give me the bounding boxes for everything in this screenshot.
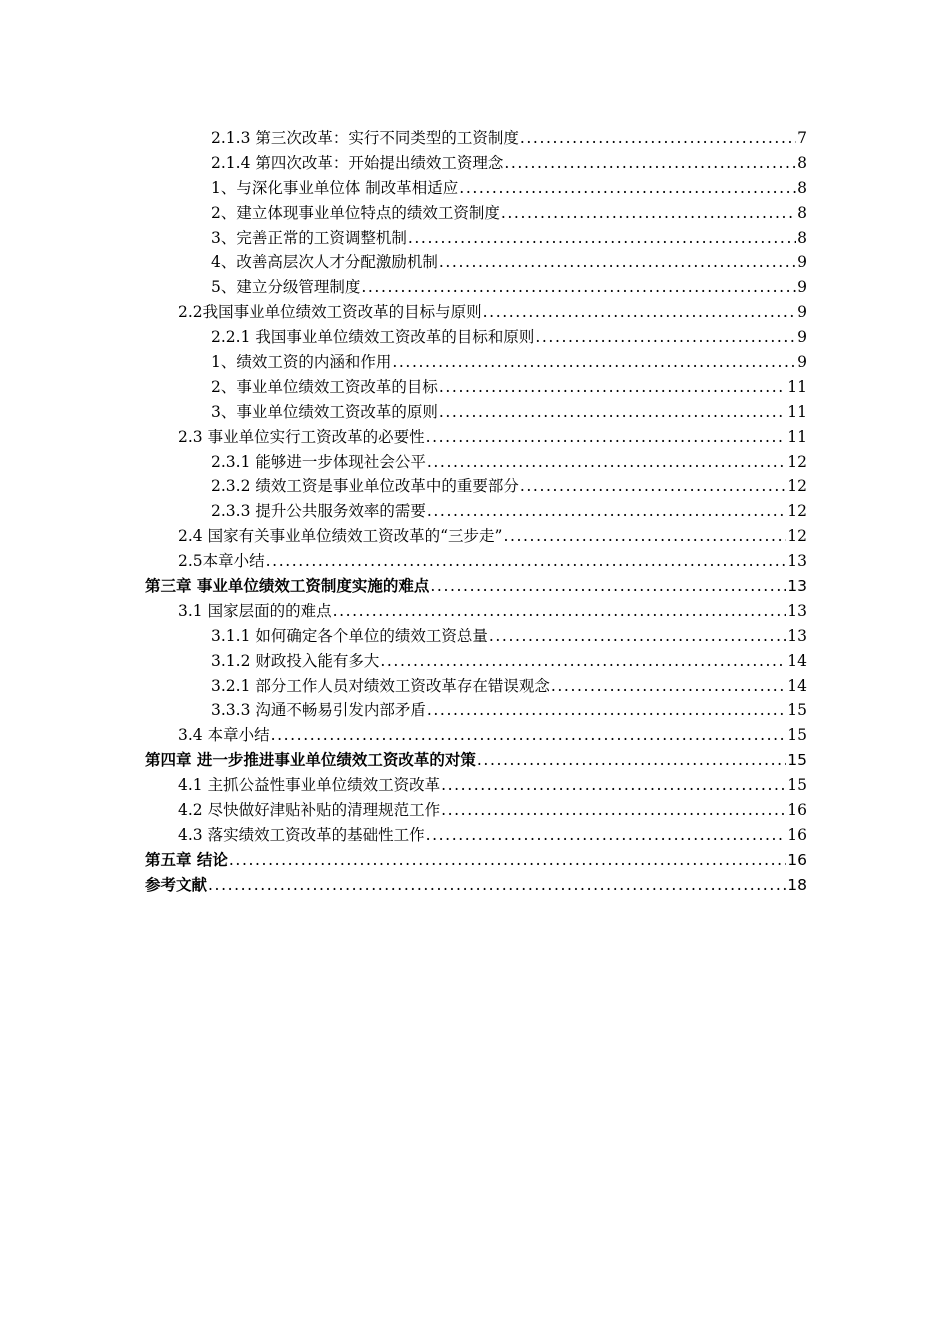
toc-entry-line bbox=[178, 823, 807, 848]
toc-entry[interactable] bbox=[0, 375, 950, 400]
toc-entry-line bbox=[178, 524, 807, 549]
toc-entry[interactable] bbox=[0, 773, 950, 798]
toc-entry[interactable] bbox=[0, 698, 950, 723]
toc-entry-title: 5、建立分级管理制度 bbox=[211, 278, 361, 297]
toc-dot-leader bbox=[380, 649, 786, 674]
toc-entry[interactable] bbox=[0, 823, 950, 848]
toc-entry[interactable] bbox=[0, 250, 950, 275]
toc-entry-line bbox=[211, 474, 807, 499]
toc-page-number: 16 bbox=[787, 801, 807, 820]
toc-entry-line bbox=[211, 250, 807, 275]
toc-entry-line bbox=[178, 300, 807, 325]
toc-entry[interactable] bbox=[0, 400, 950, 425]
toc-entry-title: 第四章 进一步推进事业单位绩效工资改革的对策 bbox=[145, 751, 476, 770]
toc-dot-leader bbox=[551, 674, 786, 699]
toc-entry-line bbox=[145, 848, 807, 873]
toc-dot-leader bbox=[504, 151, 796, 176]
toc-entry-line bbox=[211, 201, 807, 226]
toc-dot-leader bbox=[430, 574, 786, 599]
toc-dot-leader bbox=[441, 798, 786, 823]
toc-page-number: 16 bbox=[787, 825, 807, 844]
toc-entry[interactable] bbox=[0, 723, 950, 748]
toc-entry-title: 2.3.2 绩效工资是事业单位改革中的重要部分 bbox=[211, 477, 519, 496]
toc-entry-line bbox=[211, 499, 807, 524]
toc-dot-leader bbox=[271, 723, 787, 748]
toc-entry-title: 2.5本章小结 bbox=[178, 552, 265, 571]
toc-entry-line bbox=[211, 624, 807, 649]
toc-page-number: 11 bbox=[787, 402, 807, 421]
toc-entry-line bbox=[211, 674, 807, 699]
toc-dot-leader bbox=[361, 275, 796, 300]
toc-page-number: 8 bbox=[797, 203, 807, 222]
toc-entry-line bbox=[178, 798, 807, 823]
toc-entry[interactable] bbox=[0, 599, 950, 624]
toc-page-number: 12 bbox=[787, 527, 807, 546]
toc-entry[interactable] bbox=[0, 176, 950, 201]
toc-page-number: 11 bbox=[787, 377, 807, 396]
toc-entry[interactable] bbox=[0, 126, 950, 151]
toc-page-number: 8 bbox=[797, 178, 807, 197]
toc-entry[interactable] bbox=[0, 624, 950, 649]
toc-dot-leader bbox=[266, 549, 787, 574]
toc-entry-line bbox=[211, 226, 807, 251]
toc-entry-title: 4.3 落实绩效工资改革的基础性工作 bbox=[178, 825, 425, 844]
toc-entry[interactable] bbox=[0, 499, 950, 524]
toc-entry-line bbox=[178, 723, 807, 748]
toc-entry-title: 2.3 事业单位实行工资改革的必要性 bbox=[178, 427, 425, 446]
toc-dot-leader bbox=[477, 748, 786, 773]
toc-entry[interactable] bbox=[0, 848, 950, 873]
table-of-contents bbox=[0, 126, 950, 898]
toc-page-number: 9 bbox=[797, 278, 807, 297]
toc-entry-title: 2.1.3 第三次改革：实行不同类型的工资制度 bbox=[211, 129, 519, 147]
toc-entry-title: 3、事业单位绩效工资改革的原则 bbox=[211, 402, 438, 421]
toc-dot-leader bbox=[427, 698, 786, 723]
toc-page-number: 12 bbox=[787, 452, 807, 471]
toc-page-number: 7 bbox=[797, 129, 807, 147]
toc-page-number: 9 bbox=[797, 303, 807, 322]
toc-entry-title: 3.2.1 部分工作人员对绩效工资改革存在错误观念 bbox=[211, 676, 550, 695]
toc-entry-line bbox=[178, 773, 807, 798]
toc-entry-title: 3、完善正常的工资调整机制 bbox=[211, 228, 407, 247]
toc-page-number: 9 bbox=[797, 253, 807, 272]
toc-entry-title: 3.1 国家层面的的难点 bbox=[178, 601, 332, 620]
toc-dot-leader bbox=[426, 425, 787, 450]
toc-entry[interactable] bbox=[0, 873, 950, 898]
toc-page-number: 13 bbox=[787, 577, 807, 596]
toc-dot-leader bbox=[441, 773, 786, 798]
toc-dot-leader bbox=[439, 250, 796, 275]
toc-entry-line bbox=[145, 748, 807, 773]
toc-entry[interactable] bbox=[0, 674, 950, 699]
toc-page-number: 12 bbox=[787, 477, 807, 496]
toc-dot-leader bbox=[229, 848, 786, 873]
toc-entry[interactable] bbox=[0, 325, 950, 350]
toc-entry-line bbox=[178, 425, 807, 450]
toc-entry-line bbox=[211, 275, 807, 300]
toc-entry-title: 4、改善高层次人才分配激励机制 bbox=[211, 253, 438, 272]
toc-entry[interactable] bbox=[0, 425, 950, 450]
toc-dot-leader bbox=[520, 126, 796, 151]
toc-page-number: 15 bbox=[787, 701, 807, 720]
toc-page-number: 13 bbox=[787, 552, 807, 571]
toc-entry[interactable] bbox=[0, 798, 950, 823]
toc-entry[interactable] bbox=[0, 350, 950, 375]
toc-dot-leader bbox=[208, 873, 786, 898]
toc-entry-line bbox=[211, 151, 807, 176]
toc-entry-title: 第三章 事业单位绩效工资制度实施的难点 bbox=[145, 577, 430, 596]
toc-dot-leader bbox=[427, 450, 786, 475]
toc-page-number: 15 bbox=[787, 726, 807, 745]
toc-entry[interactable] bbox=[0, 226, 950, 251]
toc-entry[interactable] bbox=[0, 275, 950, 300]
toc-page-number: 9 bbox=[797, 328, 807, 347]
toc-dot-leader bbox=[535, 325, 796, 350]
toc-entry-title: 2.3.3 提升公共服务效率的需要 bbox=[211, 502, 426, 521]
toc-entry-title: 1、与深化事业单位体 制改革相适应 bbox=[211, 178, 459, 197]
toc-entry-title: 4.1 主抓公益性事业单位绩效工资改革 bbox=[178, 776, 441, 795]
toc-entry-line bbox=[211, 176, 807, 201]
toc-dot-leader bbox=[427, 499, 786, 524]
toc-entry[interactable] bbox=[0, 574, 950, 599]
toc-entry-line bbox=[211, 400, 807, 425]
toc-entry-title: 2.2我国事业单位绩效工资改革的目标与原则 bbox=[178, 303, 482, 322]
toc-page-number: 8 bbox=[797, 153, 807, 172]
toc-page-number: 14 bbox=[787, 676, 807, 695]
toc-page-number: 13 bbox=[787, 601, 807, 620]
toc-entry-title: 2.4 国家有关事业单位绩效工资改革的“三步走” bbox=[178, 527, 503, 546]
toc-entry-line bbox=[211, 450, 807, 475]
toc-dot-leader bbox=[439, 375, 786, 400]
toc-entry-title: 2.3.1 能够进一步体现社会公平 bbox=[211, 452, 426, 471]
toc-entry[interactable] bbox=[0, 549, 950, 574]
toc-page-number: 16 bbox=[787, 850, 807, 869]
toc-dot-leader bbox=[501, 201, 796, 226]
toc-page-number: 12 bbox=[787, 502, 807, 521]
toc-page-number: 18 bbox=[787, 875, 807, 894]
toc-entry-line bbox=[211, 126, 807, 151]
toc-entry-line bbox=[145, 873, 807, 898]
toc-entry-title: 2.2.1 我国事业单位绩效工资改革的目标和原则 bbox=[211, 328, 535, 347]
toc-entry[interactable] bbox=[0, 450, 950, 475]
toc-page-number: 14 bbox=[787, 651, 807, 670]
toc-entry-title: 3.4 本章小结 bbox=[178, 726, 270, 745]
toc-entry-title: 2、事业单位绩效工资改革的目标 bbox=[211, 377, 438, 396]
toc-entry-title: 2、建立体现事业单位特点的绩效工资制度 bbox=[211, 203, 500, 222]
toc-entry-line bbox=[211, 375, 807, 400]
toc-entry-line bbox=[211, 649, 807, 674]
toc-entry-line bbox=[211, 325, 807, 350]
toc-dot-leader bbox=[426, 823, 787, 848]
toc-dot-leader bbox=[520, 474, 786, 499]
toc-entry-title: 2.1.4 第四次改革：开始提出绩效工资理念 bbox=[211, 153, 504, 172]
toc-entry-title: 参考文献 bbox=[145, 875, 208, 894]
toc-entry-title: 3.3.3 沟通不畅易引发内部矛盾 bbox=[211, 701, 426, 720]
toc-entry-title: 4.2 尽快做好津贴补贴的清理规范工作 bbox=[178, 801, 441, 820]
toc-entry-title: 3.1.2 财政投入能有多大 bbox=[211, 651, 380, 670]
toc-entry-line bbox=[178, 549, 807, 574]
toc-entry[interactable] bbox=[0, 201, 950, 226]
toc-page-number: 15 bbox=[787, 776, 807, 795]
toc-page-number: 9 bbox=[797, 353, 807, 372]
toc-dot-leader bbox=[408, 226, 796, 251]
toc-entry[interactable] bbox=[0, 649, 950, 674]
toc-entry-title: 第五章 结论 bbox=[145, 850, 228, 869]
toc-dot-leader bbox=[392, 350, 796, 375]
toc-entry[interactable] bbox=[0, 524, 950, 549]
toc-entry[interactable] bbox=[0, 474, 950, 499]
toc-page-number: 13 bbox=[787, 626, 807, 645]
toc-entry-line bbox=[211, 350, 807, 375]
toc-page-number: 8 bbox=[797, 228, 807, 247]
toc-page-number: 11 bbox=[787, 427, 807, 446]
toc-dot-leader bbox=[333, 599, 787, 624]
toc-dot-leader bbox=[503, 524, 786, 549]
toc-entry-line bbox=[211, 698, 807, 723]
toc-entry-line bbox=[178, 599, 807, 624]
toc-entry-title: 1、绩效工资的内涵和作用 bbox=[211, 353, 392, 372]
toc-entry-title: 3.1.1 如何确定各个单位的绩效工资总量 bbox=[211, 626, 488, 645]
toc-dot-leader bbox=[483, 300, 796, 325]
toc-dot-leader bbox=[439, 400, 786, 425]
toc-entry[interactable] bbox=[0, 748, 950, 773]
toc-dot-leader bbox=[459, 176, 796, 201]
toc-entry-line bbox=[145, 574, 807, 599]
toc-dot-leader bbox=[489, 624, 786, 649]
toc-entry[interactable] bbox=[0, 151, 950, 176]
toc-entry[interactable] bbox=[0, 300, 950, 325]
toc-page-number: 15 bbox=[787, 751, 807, 770]
